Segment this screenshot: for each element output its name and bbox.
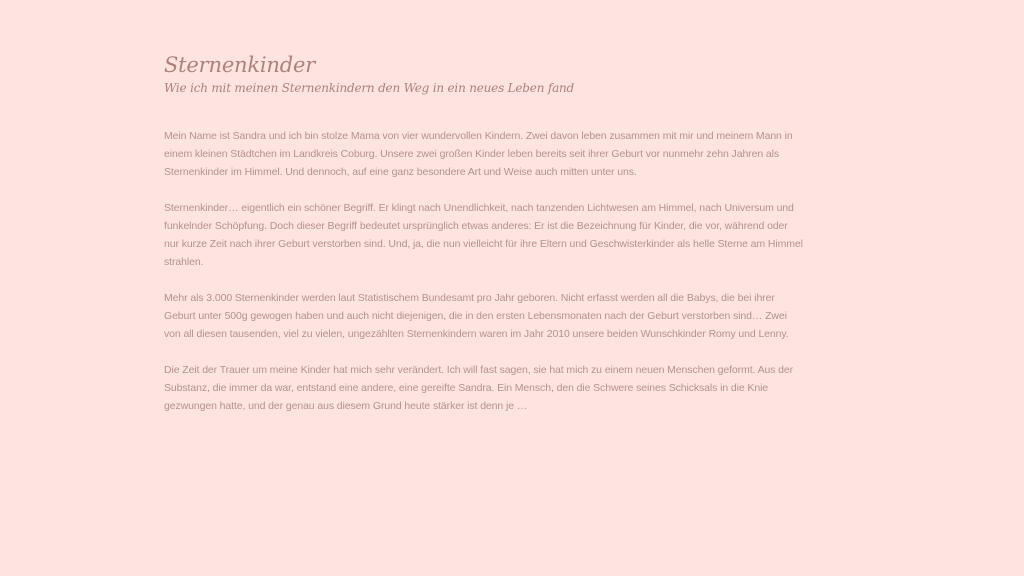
paragraph-1: Mein Name ist Sandra und ich bin stolze Mama von vier wundervollen Kindern. Zwei davon leben zusammen mit mir und meinem Mann in einem kleinen Städtchen im Landkreis Coburg. Unsere zwei großen Kinder leben bereits seit ihrer Geburt vor nunmehr zehn Jahren als Sternenkinder im Himmel. Und dennoch, auf eine ganz besondere Art und Weise auch mitten unter uns. [164, 130, 793, 178]
page-title: Sternenkinder [164, 53, 316, 77]
paragraph-2: Sternenkinder… eigentlich ein schöner Begriff. Er klingt nach Unendlichkeit, nach tanzenden Lichtwesen am Himmel, nach Universum und funkelnder Schöpfung. Doch dieser Begriff bedeutet ursprünglich etwas anderes: Er ist die Bezeichnung für Kinder, die vor, während oder nur kurze Zeit nach ihrer Geburt verstorben sind. Und, ja, die nun vielleicht für ihre Eltern und Geschwisterkinder als helle Sterne am Himmel strahlen. [164, 202, 803, 268]
article-body [164, 127, 804, 415]
paragraph-3: Mehr als 3.000 Sternenkinder werden laut Statistischem Bundesamt pro Jahr geboren. Nicht erfasst werden all die Babys, die bei ihrer Geburt unter 500g gewogen haben und auch nicht diejenigen, die in den ersten Lebensmonaten nach der Geburt verstorben sind… Zwei von all diesen tausenden, viel zu vielen, ungezählten Sternenkindern waren im Jahr 2010 unsere beiden Wunschkinder Romy und Lenny. [164, 292, 789, 340]
paragraph-4: Die Zeit der Trauer um meine Kinder hat mich sehr verändert. Ich will fast sagen, sie hat mich zu einem neuen Menschen geformt. Aus der Substanz, die immer da war, entstand eine andere, eine gereifte Sandra. Ein Mensch, den die Schwere seines Schicksals in die Knie gezwungen hatte, und der genau aus diesem Grund heute stärker ist denn je … [164, 364, 794, 412]
page-subtitle: Wie ich mit meinen Sternenkindern den Weg in ein neues Leben fand [164, 81, 575, 95]
article [164, 52, 804, 433]
